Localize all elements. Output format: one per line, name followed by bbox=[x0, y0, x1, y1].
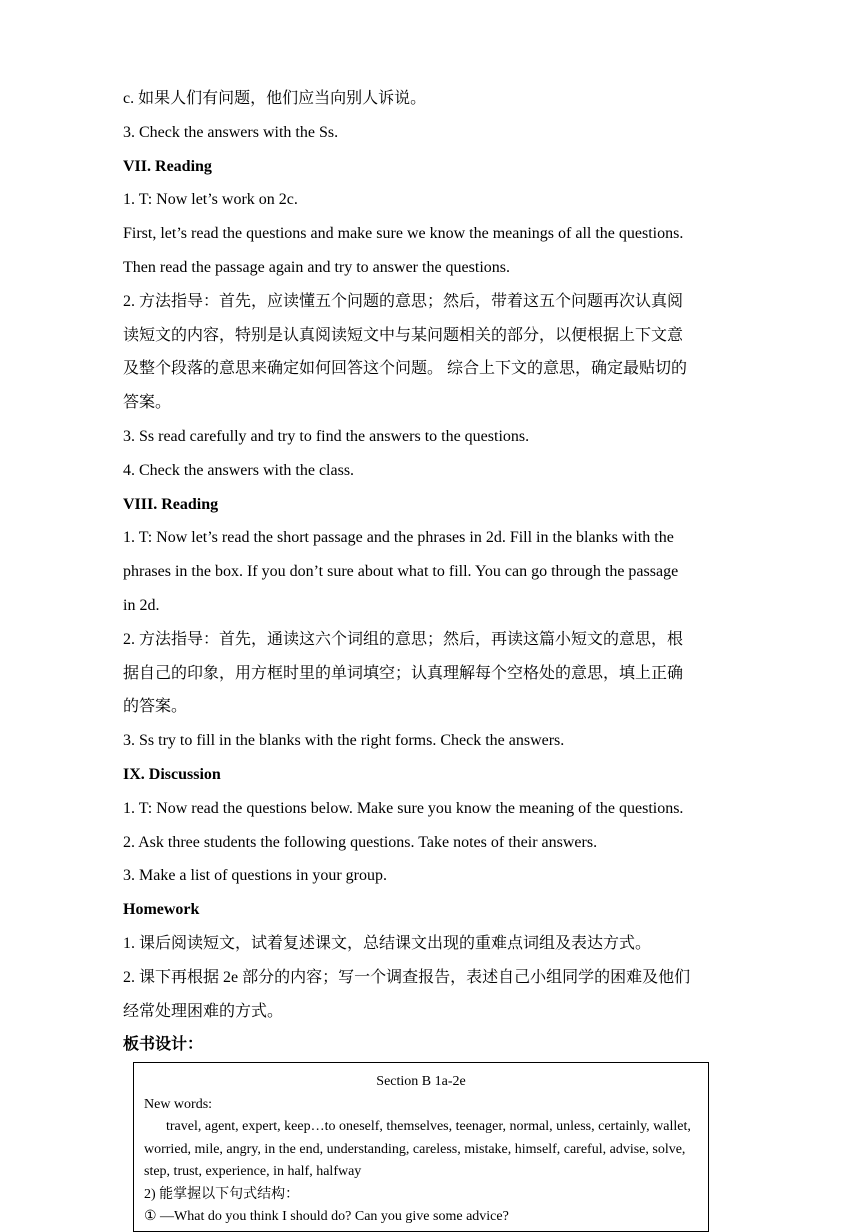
text-line: in 2d. bbox=[123, 596, 160, 614]
text-line: 3. Make a list of questions in your group. bbox=[123, 867, 387, 885]
text-line: 1. T: Now read the questions below. Make sure you know the meaning of the questions. bbox=[123, 799, 684, 817]
text-line: c. 如果人们有问题，他们应当向别人诉说。 bbox=[123, 90, 427, 107]
text-line: First, let’s read the questions and make sure we know the meanings of all the questions. bbox=[123, 225, 684, 243]
section-heading: VII. Reading bbox=[123, 157, 212, 175]
text-line: 及整个段落的意思来确定如何回答这个问题。 综合上下文的意思，确定最贴切的 bbox=[123, 360, 688, 378]
text-line: 1. T: Now let’s work on 2c. bbox=[123, 191, 298, 209]
text-line: 经常处理困难的方式。 bbox=[123, 1002, 284, 1020]
text-line: 4. Check the answers with the class. bbox=[123, 461, 355, 479]
board-title: Section B 1a-2e bbox=[376, 1074, 466, 1089]
blackboard-design-box bbox=[133, 1062, 709, 1232]
board-new-words: travel, agent, expert, keep…to oneself, themselves, teenager, normal, unless, certainly, wallet, worried, mile, angry, in the end, understanding, careless, mistake, himself, careful, advise, solve, step, trust, experience, in half, halfway bbox=[144, 1119, 691, 1179]
text-line: 3. Check the answers with the Ss. bbox=[123, 123, 339, 141]
text-line: 答案。 bbox=[123, 394, 172, 412]
text-line: 2. 方法指导：首先，应读懂五个问题的意思；然后，带着这五个问题再次认真阅 bbox=[123, 292, 684, 310]
text-line: 据自己的印象，用方框时里的单词填空；认真理解每个空格处的意思，填上正确 bbox=[123, 664, 684, 682]
section-heading: 板书设计： bbox=[123, 1036, 204, 1054]
text-line: 2. 方法指导：首先，通读这六个词组的意思；然后，再读这篇小短文的意思，根 bbox=[123, 630, 684, 648]
text-line: 的答案。 bbox=[123, 698, 188, 716]
text-line: 2. Ask three students the following questions. Take notes of their answers. bbox=[123, 833, 598, 851]
text-line: 2. 课下再根据 2e 部分的内容；写一个调查报告，表述自己小组同学的困难及他们 bbox=[123, 968, 691, 986]
section-heading: IX. Discussion bbox=[123, 765, 221, 783]
text-line: Then read the passage again and try to answer the questions. bbox=[123, 258, 510, 276]
text-line: 读短文的内容，特别是认真阅读短文中与某问题相关的部分，以便根据上下文意 bbox=[123, 326, 684, 344]
document-body bbox=[123, 82, 743, 1062]
board-example-sentence: ① —What do you think I should do? Can you give some advice? bbox=[144, 1209, 509, 1224]
text-line: 1. 课后阅读短文，试着复述课文，总结课文出现的重难点词组及表达方式。 bbox=[123, 934, 652, 952]
text-line: 3. Ss try to fill in the blanks with the right forms. Check the answers. bbox=[123, 732, 565, 750]
section-heading: Homework bbox=[123, 901, 200, 919]
board-structures: 2) 能掌握以下句式结构： bbox=[144, 1186, 300, 1202]
text-line: phrases in the box. If you don’t sure about what to fill. You can go through the passage bbox=[123, 563, 679, 581]
text-line: 3. Ss read carefully and try to find the answers to the questions. bbox=[123, 427, 530, 445]
section-heading: VIII. Reading bbox=[123, 495, 219, 513]
board-new-words-label: New words: bbox=[144, 1096, 213, 1112]
text-line: 1. T: Now let’s read the short passage and the phrases in 2d. Fill in the blanks with the bbox=[123, 529, 674, 547]
